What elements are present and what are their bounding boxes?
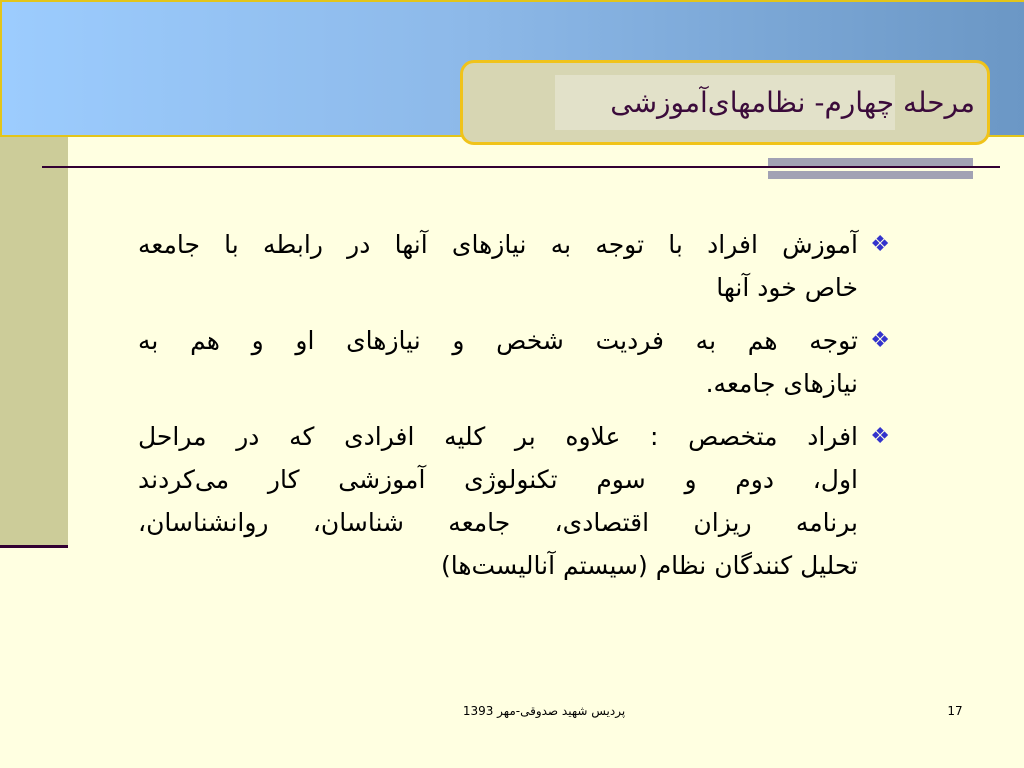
diamond-bullet-icon (870, 319, 890, 362)
left-strip-underline (0, 545, 68, 548)
bullet-line: خاص خود آنها (716, 273, 858, 302)
bullet-item (138, 319, 898, 405)
footer-text: پردیس شهید صدوقی-مهر 1393 (462, 704, 626, 718)
decorative-bar-bottom (768, 171, 973, 179)
page-number: 17 (947, 704, 963, 718)
bullet-line: افراد متخصص : علاوه بر کلیه افرادی که در مراحل (138, 422, 858, 451)
header-divider (42, 166, 1000, 168)
bullet-item (138, 415, 898, 587)
slide-title: مرحله چهارم- نظامهای‌آموزشی (610, 86, 975, 119)
diamond-bullet-icon (870, 223, 890, 266)
bullet-line: اول، دوم و سوم تکنولوژی آموزشی کار می‌کردند (138, 465, 858, 494)
diamond-bullet-icon (870, 415, 890, 458)
bullet-line: نیازهای جامعه. (705, 369, 858, 398)
left-decorative-strip (0, 137, 68, 545)
bullet-line: توجه هم به فردیت شخص و نیازهای او و هم به (138, 326, 858, 355)
title-box (460, 60, 990, 145)
bullet-line: تحلیل کنندگان نظام (سیستم آنالیست‌ها) (440, 551, 858, 580)
bullet-line: برنامه ریزان اقتصادی، جامعه شناسان، روانشناسان، (138, 508, 858, 537)
bullet-list (138, 223, 898, 587)
bullet-item (138, 223, 898, 309)
decorative-bar-top (768, 158, 973, 166)
bullet-line: آموزش افراد با توجه به نیازهای آنها در رابطه با جامعه (138, 230, 858, 259)
